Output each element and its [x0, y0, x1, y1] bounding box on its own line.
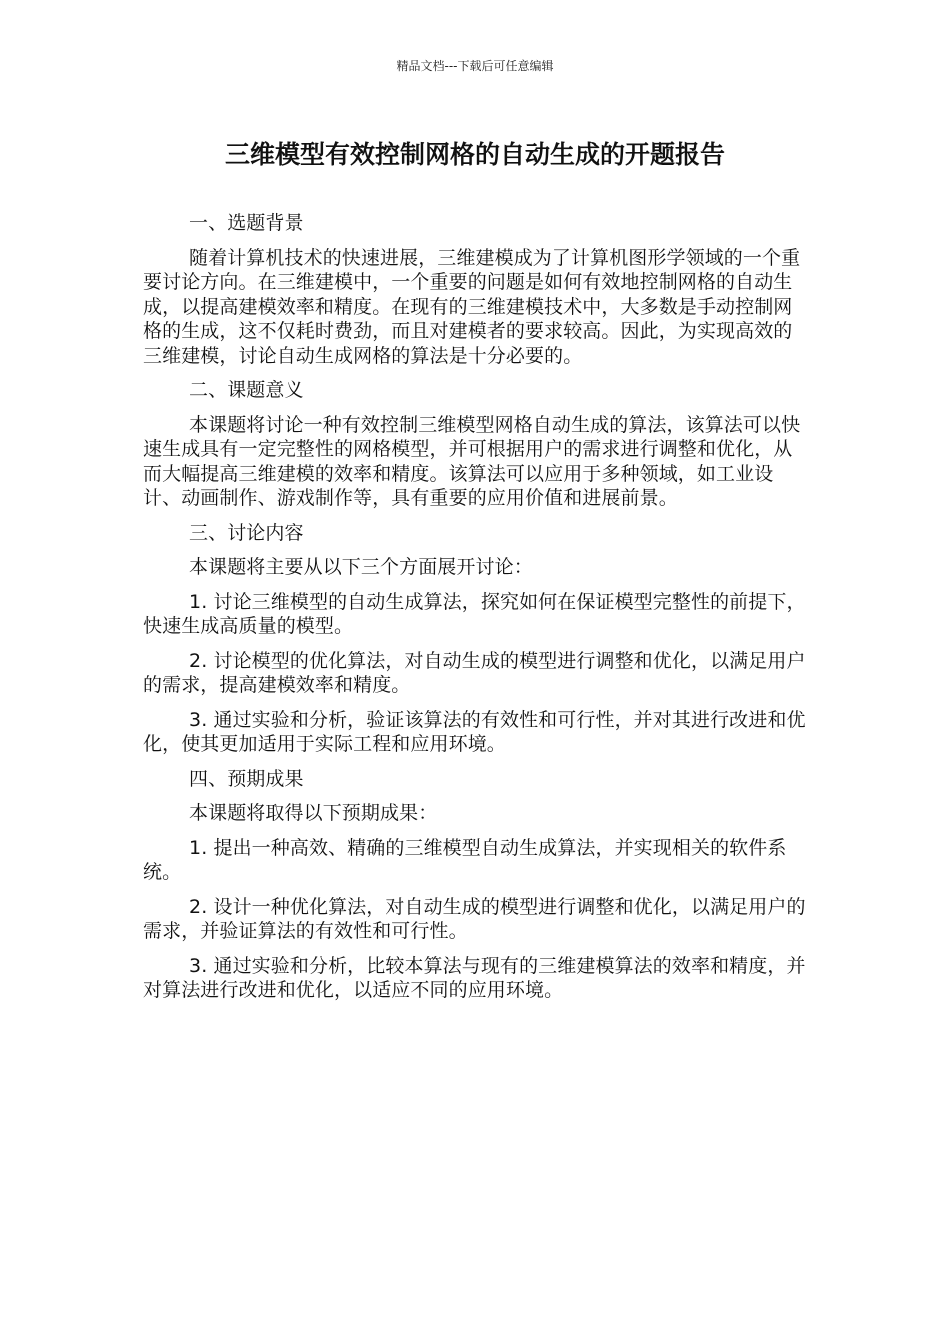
document-title: 三维模型有效控制网格的自动生成的开题报告: [224, 140, 725, 169]
list-item: 3. 通过实验和分析，验证该算法的有效性和可行性，并对其进行改进和优化，使其更加适用于实际工程和应用环境。: [143, 708, 806, 755]
list-item: 2. 设计一种优化算法，对自动生成的模型进行调整和优化，以满足用户的需求，并验证算法的有效性和可行性。: [143, 895, 806, 942]
list-item: 1. 讨论三维模型的自动生成算法，探究如何在保证模型完整性的前提下，快速生成高质量的模型。: [143, 590, 806, 637]
section-heading: 四、预期成果: [189, 767, 304, 790]
paragraph: 本课题将主要从以下三个方面展开讨论：: [189, 556, 533, 578]
list-item: 2. 讨论模型的优化算法，对自动生成的模型进行调整和优化，以满足用户的需求，提高建模效率和精度。: [143, 649, 806, 696]
list-item: 1. 提出一种高效、精确的三维模型自动生成算法，并实现相关的软件系统。: [143, 836, 787, 883]
paragraph: 本课题将讨论一种有效控制三维模型网格自动生成的算法，该算法可以快速生成具有一定完整性的网格模型，并可根据用户的需求进行调整和优化，从而大幅提高三维建模的效率和精度。该算法可以应用于多种领域，如工业设计、动画制作、游戏制作等，具有重要的应用价值和进展前景。: [143, 413, 801, 509]
section-heading: 一、选题背景: [189, 212, 304, 234]
list-item: 3. 通过实验和分析，比较本算法与现有的三维建模算法的效率和精度，并对算法进行改进和优化，以适应不同的应用环境。: [143, 954, 806, 1001]
section-heading: 二、课题意义: [189, 379, 304, 401]
paragraph: 随着计算机技术的快速进展，三维建模成为了计算机图形学领域的一个重要讨论方向。在三维建模中，一个重要的问题是如何有效地控制网格的自动生成，以提高建模效率和精度。在现有的三维建模技术中，大多数是手动控制网格的生成，这不仅耗时费劲，而且对建模者的要求较高。因此，为实现高效的三维建模，讨论自动生成网格的算法是十分必要的。: [143, 246, 801, 367]
document-body: [143, 211, 807, 1013]
paragraph: 本课题将取得以下预期成果：: [189, 802, 438, 824]
section-heading: 三、讨论内容: [189, 521, 304, 544]
header-note: 精品文档---下载后可任意编辑: [396, 59, 554, 73]
